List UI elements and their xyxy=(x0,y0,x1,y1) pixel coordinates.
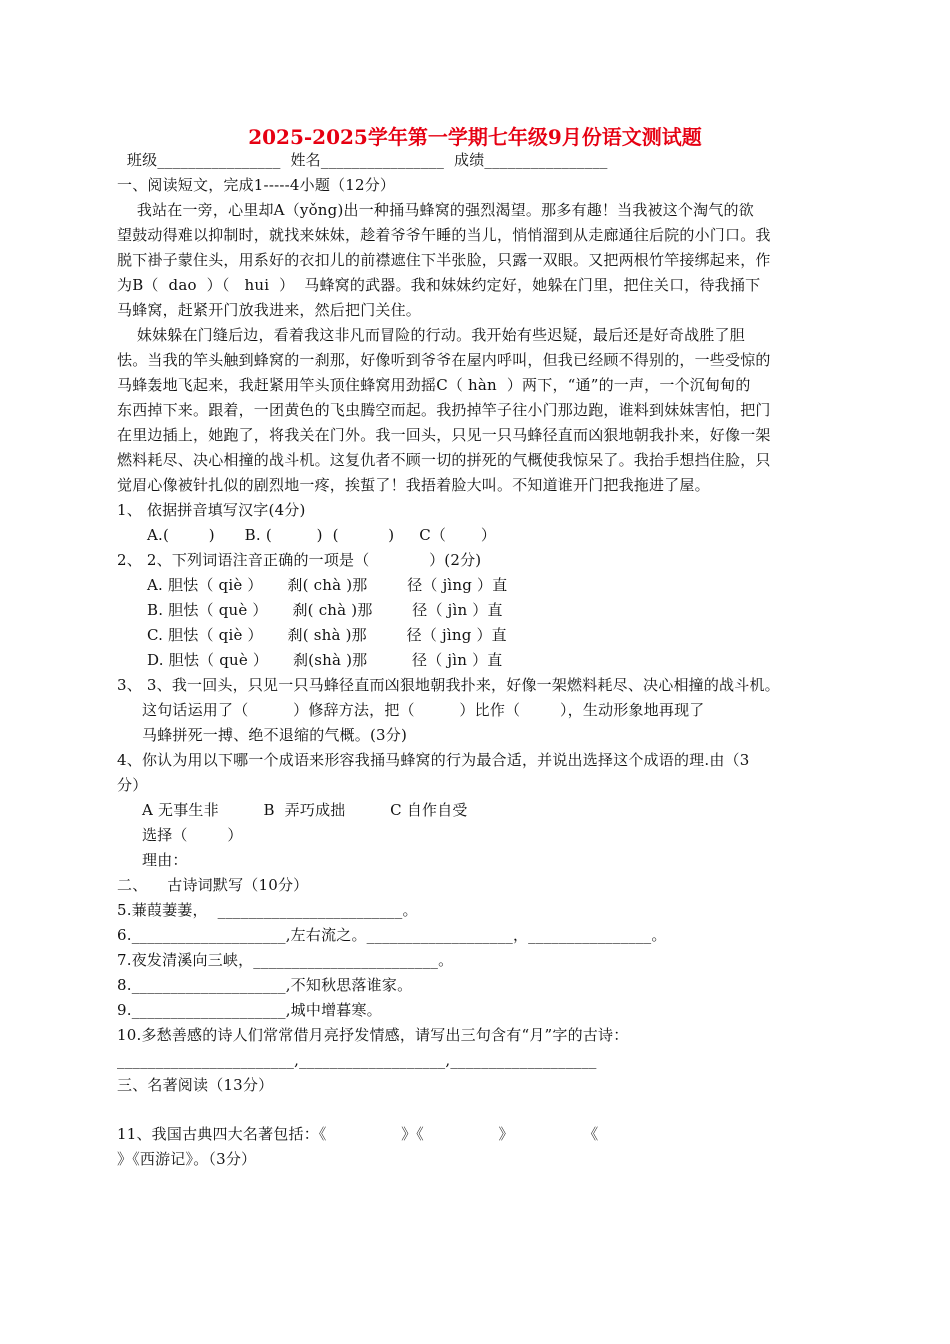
question-2-option: A. 胆怯（ qiè ） 刹( chà )那 径（ jìng ）直 xyxy=(147,576,508,594)
passage-line: 觉眉心像被针扎似的剧烈地一疼，挨蜇了！我捂着脸大叫。不知道谁开门把我拖进了屋。 xyxy=(117,476,710,494)
passage-line: 妹妹躲在门缝后边，看着我这非凡而冒险的行动。我开始有些迟疑，最后还是好奇战胜了胆 xyxy=(117,326,745,344)
poem-answer-blanks: _______________________,___________________,___________________ xyxy=(117,1051,597,1069)
question-4-choice: 选择（ ） xyxy=(142,826,243,844)
question-11: 11、我国古典四大名著包括：《 》《 》 《 xyxy=(117,1125,599,1143)
question-2-option: C. 胆怯（ qiè ） 刹( shà )那 径（ jìng ）直 xyxy=(147,626,507,644)
student-info-line: 班级________________ 姓名________________ 成绩________________ xyxy=(117,151,608,169)
poem-question: 6.____________________,左右流之。___________________，________________。 xyxy=(117,926,667,944)
poem-question: 9.____________________,城中增暮寒。 xyxy=(117,1001,382,1019)
question-3: 3、 3、我一回头，只见一只马蜂径直而凶狠地朝我扑来，好像一架燃料耗尽、决心相撞的战斗机。 xyxy=(117,676,780,694)
question-3-line: 马蜂拼死一搏、绝不退缩的气概。(3分) xyxy=(142,726,408,744)
poem-question: 5.蒹葭萋萋， ________________________。 xyxy=(117,901,418,919)
poem-question: 7.夜发清溪向三峡，________________________。 xyxy=(117,951,454,969)
passage-line: 我站在一旁，心里却A（yǒng)出一种捅马蜂窝的强烈渴望。那多有趣！当我被这个淘气的欲 xyxy=(117,201,754,219)
passage-line: 怯。当我的竿头触到蜂窝的一刹那，好像听到爷爷在屋内呼叫，但我已经顾不得别的，一些受惊的 xyxy=(117,351,771,369)
poem-question: 10.多愁善感的诗人们常常借月亮抒发情感，请写出三句含有“月”字的古诗： xyxy=(117,1026,629,1044)
passage-line: 马蜂窝，赶紧开门放我进来，然后把门关住。 xyxy=(117,301,422,319)
passage-line: 东西掉下来。跟着，一团黄色的飞虫腾空而起。我扔掉竿子往小门那边跑，谁料到妹妹害怕，把门 xyxy=(117,401,771,419)
question-2-option: B. 胆怯（ què ） 刹( chà )那 径（ jìn ）直 xyxy=(147,601,503,619)
passage-line: 马蜂轰地飞起来，我赶紧用竿头顶住蜂窝用劲摇C（ hàn ）两下，“通”的一声，一个沉甸甸的 xyxy=(117,376,751,394)
question-4: 4、你认为用以下哪一个成语来形容我捅马蜂窝的行为最合适，并说出选择这个成语的理.由（3 xyxy=(117,751,750,769)
passage-line: 望鼓动得难以抑制时，就找来妹妹，趁着爷爷午睡的当儿，悄悄溜到从走廊通往后院的小门口。我 xyxy=(117,226,771,244)
question-1: 1、 依据拼音填写汉字(4分) xyxy=(117,501,306,519)
section3-heading: 三、名著阅读（13分） xyxy=(117,1076,274,1094)
section2-heading: 二、 古诗词默写（10分） xyxy=(117,876,309,894)
page-title: 2025-2025学年第一学期七年级9月份语文测试题 xyxy=(248,125,702,149)
question-2: 2、 2、下列词语注音正确的一项是（ ）(2分) xyxy=(117,551,482,569)
section1-heading: 一、阅读短文，完成1-----4小题（12分） xyxy=(117,176,396,194)
passage-line: 为B（ dao ）（ hui ） 马蜂窝的武器。我和妹妹约定好，她躲在门里，把住关口，待我捅下 xyxy=(117,276,761,294)
question-4-options: A 无事生非 B 弄巧成拙 C 自作自受 xyxy=(142,801,468,819)
question-11-line: 》《西游记》。（3分） xyxy=(117,1150,257,1168)
question-4-reason: 理由： xyxy=(142,851,188,869)
passage-line: 脱下褂子蒙住头，用系好的衣扣儿的前襟遮住下半张脸，只露一双眼。又把两根竹竿接绑起来，作 xyxy=(117,251,771,269)
passage-line: 在里边插上，她跑了，将我关在门外。我一回头，只见一只马蜂径直而凶狠地朝我扑来，好像一架 xyxy=(117,426,771,444)
poem-question: 8.____________________,不知秋思落谁家。 xyxy=(117,976,413,994)
question-1-answers: A.( ) B. ( ) ( ) C（ ） xyxy=(147,526,497,544)
passage-line: 燃料耗尽、决心相撞的战斗机。这复仇者不顾一切的拼死的气概使我惊呆了。我抬手想挡住脸，只 xyxy=(117,451,771,469)
question-2-option: D. 胆怯（ què ） 刹(shà )那 径（ jìn ）直 xyxy=(147,651,503,669)
question-3-line: 这句话运用了（ ）修辞方法，把（ ）比作（ ），生动形象地再现了 xyxy=(142,701,705,719)
question-4-line: 分） xyxy=(117,776,148,794)
